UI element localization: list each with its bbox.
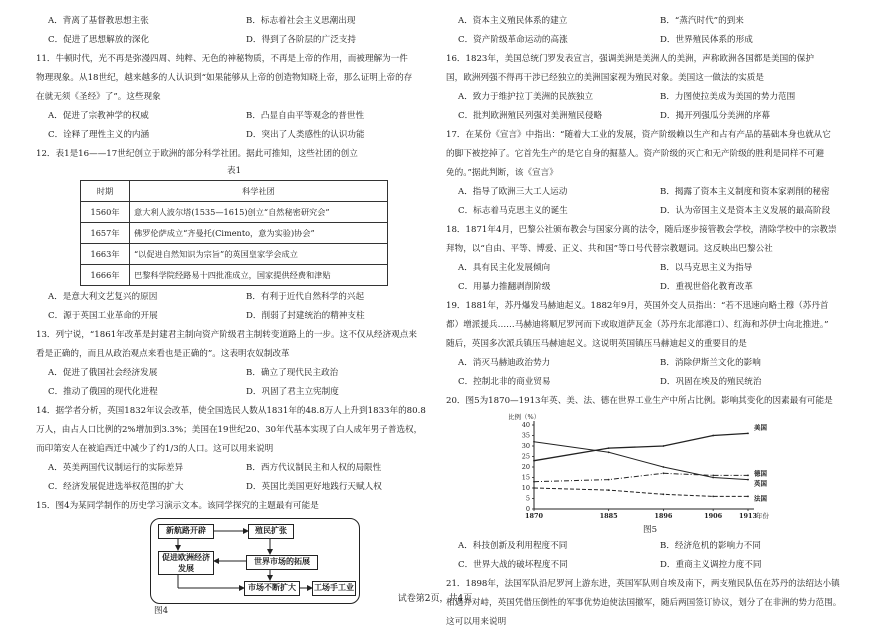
q20-options bbox=[446, 537, 850, 556]
y-tick-label: 20 bbox=[521, 463, 530, 471]
question-11-text: 物理现象。从18世纪，越来越多的人认识到“如果能够从上帝的创造物知晓上帝，那么证明上帝的存 bbox=[36, 73, 413, 83]
y-tick-label: 35 bbox=[521, 431, 530, 440]
y-tick-label: 0 bbox=[525, 505, 530, 513]
data-point bbox=[662, 472, 664, 474]
diagram-box-new-route: 新航路开辟 bbox=[158, 524, 214, 539]
table-caption: 表1 bbox=[226, 166, 242, 176]
data-point bbox=[712, 435, 714, 437]
data-point bbox=[608, 451, 610, 453]
option: C．推动了俄国的现代化进程 bbox=[48, 387, 158, 397]
option: A．具有民主化发展倾向 bbox=[458, 263, 551, 273]
question-12-text: 12．表1是16——17世纪创立于欧洲的部分科学社团。据此可推知，这些社团的创立 bbox=[36, 149, 358, 159]
option: D．英国比美国更好地践行天赋人权 bbox=[246, 482, 382, 492]
option: C．诠释了理性主义的内涵 bbox=[48, 130, 150, 140]
question-13-text: 13．列宁说，“1861年改革是封建君主制向资产阶级君主制转变道路上的一步。这不仅从经济观点来 bbox=[36, 330, 417, 340]
series-label: 德国 bbox=[754, 469, 767, 478]
data-point bbox=[533, 487, 535, 489]
data-point bbox=[608, 479, 610, 481]
table-cell-text: 佛罗伦萨成立“齐曼托(Cimento，意为实验)协会” bbox=[130, 223, 388, 244]
option: D．得到了各阶层的广泛支持 bbox=[246, 35, 357, 45]
q16-options bbox=[446, 107, 850, 126]
figure-5-chart bbox=[500, 411, 800, 523]
option: C．资产阶级革命运动的高涨 bbox=[458, 35, 568, 45]
x-tick-label: 1870 bbox=[524, 512, 544, 520]
q19-options bbox=[446, 373, 850, 392]
x-tick-label: 1885 bbox=[599, 512, 618, 520]
q14-options bbox=[36, 478, 432, 497]
table-cell-text: “以促进自然知识为宗旨”的英国皇家学会成立 bbox=[130, 244, 388, 265]
q13-options bbox=[36, 364, 432, 383]
option: A．促进了俄国社会经济发展 bbox=[48, 368, 158, 378]
question-17-text: 的脚下被挖掉了。它首先生产的是它自身的掘墓人。资产阶级的灭亡和无产阶级的胜利是同样不可避 bbox=[446, 149, 825, 159]
table-cell-year: 1657年 bbox=[81, 223, 130, 244]
option: B．消除伊斯兰文化的影响 bbox=[660, 358, 761, 368]
y-tick-label: 40 bbox=[521, 421, 530, 429]
data-point bbox=[662, 445, 664, 447]
q11-options bbox=[36, 126, 432, 145]
question-19-text: 19．1881年，苏丹爆发马赫迪起义。1882年9月，英国外交人员指出：“若不迅速向略土穆（苏丹首 bbox=[446, 301, 829, 311]
table-cell-year: 1560年 bbox=[81, 202, 130, 223]
y-tick-label: 30 bbox=[521, 442, 530, 450]
option: C．经济发展促进选举权范围的扩大 bbox=[48, 482, 184, 492]
q10-options bbox=[36, 31, 432, 50]
option: D．认为帝国主义是资本主义发展的最高阶段 bbox=[660, 206, 831, 216]
option: A．指导了欧洲三大工人运动 bbox=[458, 187, 568, 197]
diagram-box-europe-economy: 促进欧洲经济发展 bbox=[158, 551, 214, 575]
data-point bbox=[712, 477, 714, 479]
table-header-row bbox=[81, 181, 388, 202]
y-tick-label: 15 bbox=[521, 473, 530, 482]
y-axis-title: 比例（%） bbox=[508, 413, 541, 421]
option: C．批判欧洲殖民列强对美洲殖民侵略 bbox=[458, 111, 603, 121]
option: B．“蒸汽时代”的到来 bbox=[660, 16, 744, 26]
table-row bbox=[81, 223, 388, 244]
y-tick-label: 25 bbox=[521, 452, 530, 461]
question-18-text: 拜物，以“自由、平等、博爱、正义、共和国”等口号代替宗教题词。这反映出巴黎公社 bbox=[446, 244, 773, 254]
data-point bbox=[712, 496, 714, 498]
data-point bbox=[608, 447, 610, 449]
question-14-text: 而印第安人在被追西迁中减少了约1/3的人口。这可以用来说明 bbox=[36, 444, 274, 454]
option: D．重视世俗化教育改革 bbox=[660, 282, 753, 292]
option: D．世界殖民体系的形成 bbox=[660, 35, 753, 45]
option: C．标志着马克思主义的诞生 bbox=[458, 206, 568, 216]
table-header: 科学社团 bbox=[130, 181, 388, 202]
data-point bbox=[747, 475, 749, 477]
diagram-box-manufacture: 工场手工业 bbox=[312, 581, 356, 596]
figure-5-caption: 图5 bbox=[642, 525, 658, 535]
option: A．促进了宗教神学的权威 bbox=[48, 111, 149, 121]
data-point bbox=[662, 493, 664, 495]
q18-options bbox=[446, 259, 850, 278]
option: B．力图使拉美成为美国的势力范围 bbox=[660, 92, 796, 102]
q16-options bbox=[446, 88, 850, 107]
series-label: 法国 bbox=[754, 494, 767, 503]
option: B．以马克思主义为指导 bbox=[660, 263, 753, 273]
option: B．有利于近代自然科学的兴起 bbox=[246, 292, 365, 302]
option: B．凸显自由平等观念的普世性 bbox=[246, 111, 365, 121]
q15-options bbox=[446, 12, 850, 31]
option: C．源于英国工业革命的开展 bbox=[48, 311, 158, 321]
question-21-text: 这可以用来说明 bbox=[446, 617, 507, 627]
y-tick-label: 10 bbox=[521, 484, 530, 492]
question-18-text: 18．1871年4月，巴黎公社颁布教会与国家分离的法令，随后逐步接管教会学校，清除学校中的宗教崇 bbox=[446, 225, 837, 235]
option: A．资本主义殖民体系的建立 bbox=[458, 16, 568, 26]
series-line-0 bbox=[534, 433, 748, 460]
question-17-text: 17．在某份《宣言》中指出：“随着大工业的发展，资产阶级赖以生产和占有产品的基础本身也就从它 bbox=[446, 130, 831, 140]
option: B．揭露了资本主义制度和资本家剥削的秘密 bbox=[660, 187, 830, 197]
question-15-text: 15．图4为某同学制作的历史学习演示文本。该同学探究的主题最有可能是 bbox=[36, 501, 319, 511]
q15-options bbox=[446, 31, 850, 50]
data-point bbox=[533, 481, 535, 483]
option: D．巩固在埃及的殖民统治 bbox=[660, 377, 762, 387]
table-cell-text: 意大利人波尔塔(1535—1615)创立“自然秘密研究会” bbox=[130, 202, 388, 223]
data-point bbox=[747, 433, 749, 435]
figure-4-diagram bbox=[150, 518, 360, 604]
option: C．世界大战的破坏程度不同 bbox=[458, 560, 568, 570]
x-tick-label: 1906 bbox=[704, 512, 723, 520]
option: B．确立了现代民主政治 bbox=[246, 368, 339, 378]
table-cell-text: 巴黎科学院经路易十四批准成立，国家提供经费和津贴 bbox=[130, 265, 388, 286]
question-19-text: 随后，英国多次派兵镇压马赫迪起义。这说明英国镇压马赫迪起义的重要目的是 bbox=[446, 339, 747, 349]
option: A．背离了基督教思想主张 bbox=[48, 16, 149, 26]
question-11-text: 11．牛顿时代，光不再是弥漫四周、纯粹、无色的神秘物质，不再是上帝的作用，而被理解为一件 bbox=[36, 54, 408, 64]
question-13-text: 看是正确的，而且从政治观点来看也是正确的”。这表明农奴制改革 bbox=[36, 349, 290, 359]
option: A．致力于维护拉丁美洲的民族独立 bbox=[458, 92, 594, 102]
figure-4-caption: 图4 bbox=[153, 606, 169, 616]
option: D．揭开列强瓜分美洲的序幕 bbox=[660, 111, 771, 121]
data-point bbox=[608, 489, 610, 491]
question-20-text: 20．图5为1870—1913年英、美、法、德在世界工业生产中所占比例。影响其变化的因素最有可能是 bbox=[446, 396, 833, 406]
series-label: 美国 bbox=[754, 423, 767, 432]
table-row bbox=[81, 244, 388, 265]
q17-options bbox=[446, 202, 850, 221]
x-axis-unit: 年份 bbox=[756, 512, 769, 520]
q17-options bbox=[446, 183, 850, 202]
table-row bbox=[81, 202, 388, 223]
q10-options bbox=[36, 12, 432, 31]
option: C．控制北非的商业贸易 bbox=[458, 377, 551, 387]
data-point bbox=[712, 475, 714, 477]
q20-options bbox=[446, 556, 850, 575]
option: D．突出了人类感性的认识功能 bbox=[246, 130, 365, 140]
question-17-text: 免的。”据此判断，该《宣言》 bbox=[446, 168, 558, 178]
right-column bbox=[446, 12, 850, 632]
option: A．英美两国代议制运行的实际差异 bbox=[48, 463, 184, 473]
q18-options bbox=[446, 278, 850, 297]
x-tick-label: 1913 bbox=[738, 512, 758, 520]
option: D．重商主义调控力度不同 bbox=[660, 560, 762, 570]
table-row bbox=[81, 265, 388, 286]
question-14-text: 14．据学者分析，英国1832年议会改革，使全国选民人数从1831年的48.8万人上升到1833年的80.8 bbox=[36, 406, 426, 416]
q12-options bbox=[36, 288, 432, 307]
diagram-box-world-market: 世界市场的拓展 bbox=[246, 555, 318, 570]
diagram-box-colonial-expansion: 殖民扩张 bbox=[248, 524, 294, 539]
page-footer: 试卷第2页，共4页 bbox=[397, 594, 473, 604]
option: D．削弱了封建统治的精神支柱 bbox=[246, 311, 365, 321]
question-11-text: 在就无须《圣经》了”。这些现象 bbox=[36, 92, 161, 102]
option: C．促进了思想解放的深化 bbox=[48, 35, 150, 45]
data-point bbox=[533, 441, 535, 443]
y-tick-label: 5 bbox=[525, 494, 530, 503]
question-16-text: 国，欧洲列强不得再干涉已经独立的美洲国家视为殖民对象。美国这一做法的实质是 bbox=[446, 73, 764, 83]
q13-options bbox=[36, 383, 432, 402]
series-line-3 bbox=[534, 488, 748, 496]
question-14-text: 万人，由占人口比例的2%增加到3.3%；美国在19世纪20、30年代基本实现了白人成年男子普选权， bbox=[36, 425, 423, 435]
question-16-text: 16．1823年，美国总统门罗发表宣言，强调美洲是美洲人的美洲，声称欧洲各国都是美国的保护 bbox=[446, 54, 814, 64]
question-21-text: 相遇并对峙，英国凭借压倒性的军事优势迫使法国撤军，随后两国签订协议，划分了在非洲的势力范围。 bbox=[446, 598, 842, 608]
option: D．巩固了君主立宪制度 bbox=[246, 387, 339, 397]
table-cell-year: 1666年 bbox=[81, 265, 130, 286]
diagram-box-market-expanding: 市场不断扩大 bbox=[244, 581, 300, 596]
data-point bbox=[662, 466, 664, 468]
science-society-table bbox=[80, 180, 388, 286]
q19-options bbox=[446, 354, 850, 373]
question-21-text: 21．1898年，法国军队沿尼罗河上游东进，英国军队则自埃及南下，两支殖民队伍在苏丹的法绍达小镇 bbox=[446, 579, 840, 589]
x-tick-label: 1896 bbox=[654, 512, 673, 520]
option: B．经济危机的影响力不同 bbox=[660, 541, 761, 551]
line-chart-svg bbox=[500, 411, 800, 523]
option: B．西方代议制民主和人权的局限性 bbox=[246, 463, 382, 473]
q12-options bbox=[36, 307, 432, 326]
option: C．用暴力推翻剥削阶级 bbox=[458, 282, 551, 292]
left-column bbox=[36, 12, 432, 618]
question-19-text: 都）增派援兵……马赫迪将顺尼罗河而下或取道萨瓦金（苏丹东北部港口）、红海和苏伊士向北推进。” bbox=[446, 320, 829, 330]
option: A．科技创新及利用程度不同 bbox=[458, 541, 568, 551]
data-point bbox=[747, 479, 749, 481]
q11-options bbox=[36, 107, 432, 126]
option: B．标志着社会主义思潮出现 bbox=[246, 16, 356, 26]
table-header: 时期 bbox=[81, 181, 130, 202]
series-label: 英国 bbox=[754, 479, 767, 488]
option: A．消灭马赫迪政治势力 bbox=[458, 358, 551, 368]
table-cell-year: 1663年 bbox=[81, 244, 130, 265]
q14-options bbox=[36, 459, 432, 478]
data-point bbox=[747, 496, 749, 498]
option: A．是意大利文艺复兴的原因 bbox=[48, 292, 158, 302]
data-point bbox=[533, 460, 535, 462]
